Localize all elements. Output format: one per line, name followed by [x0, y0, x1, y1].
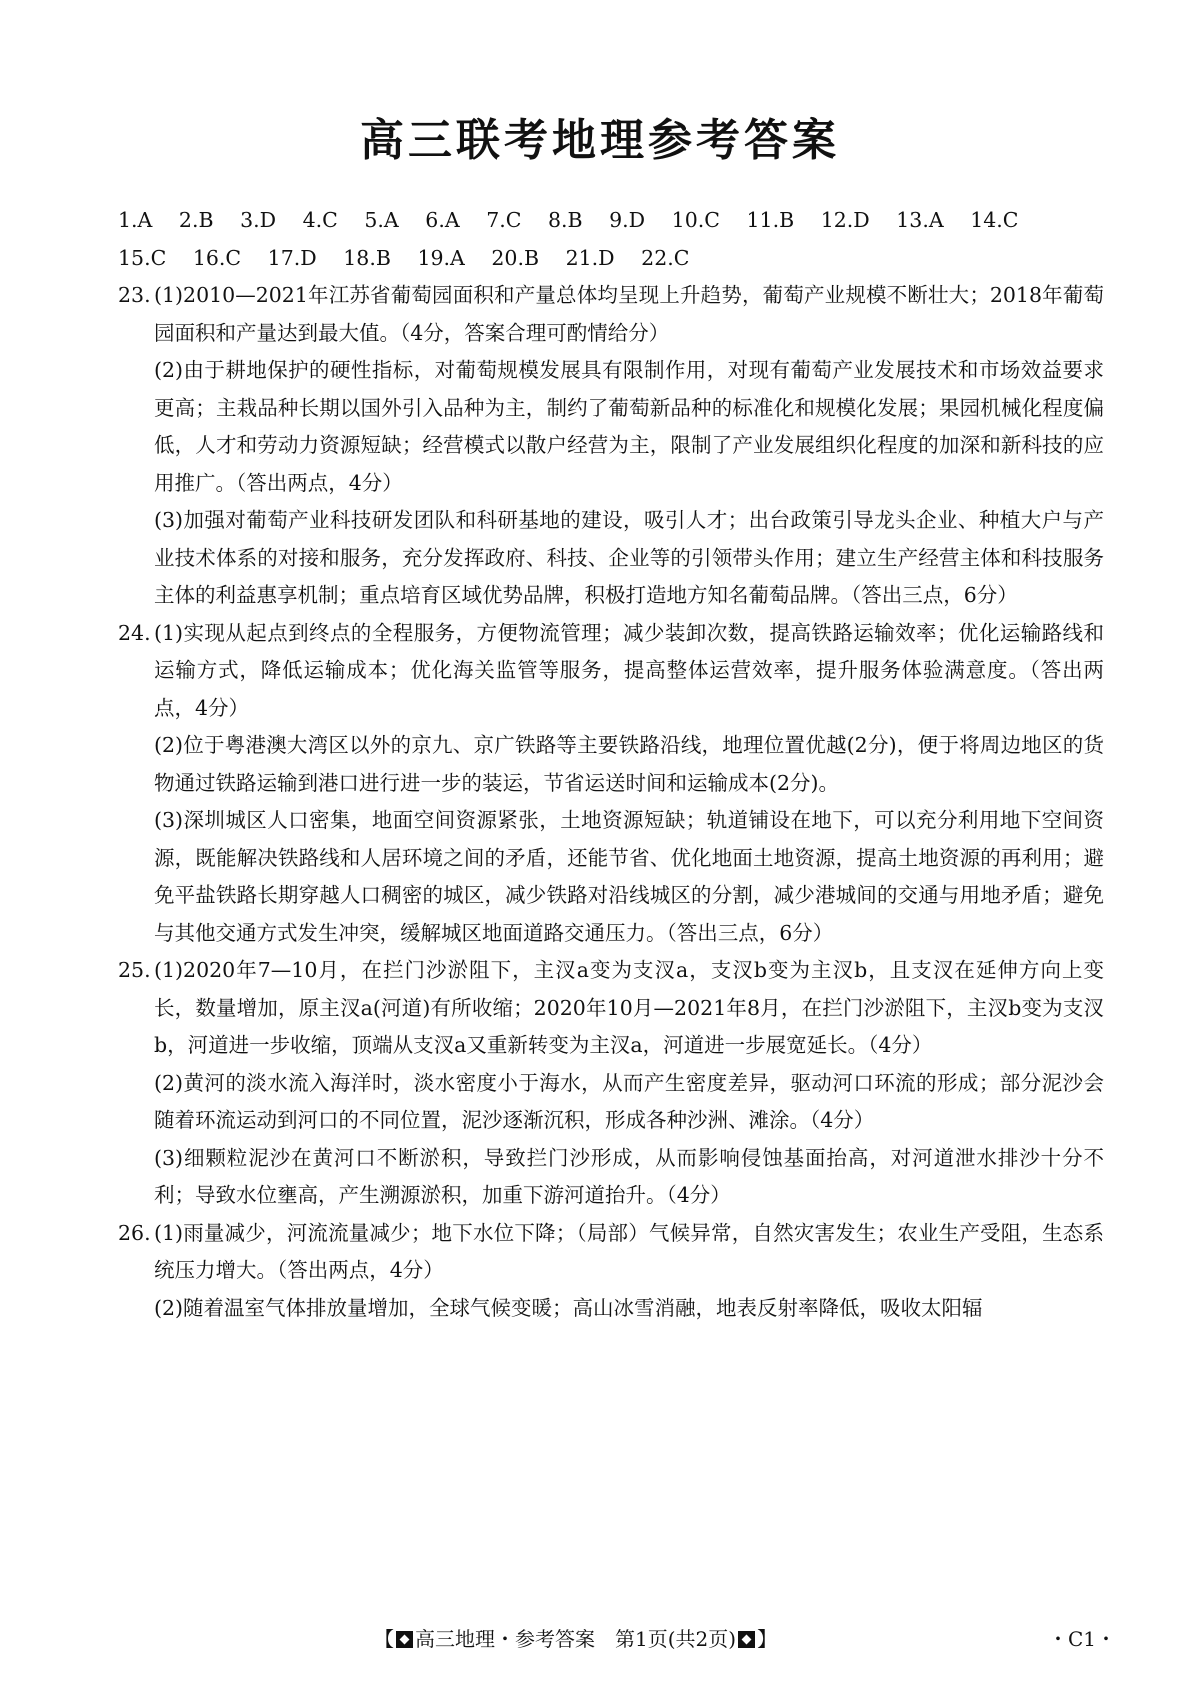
- question-number: 26.: [118, 1220, 151, 1245]
- question-number: 23.: [118, 283, 151, 307]
- mc-answer: 15.C: [118, 245, 167, 270]
- mc-answer: 19.A: [417, 245, 465, 270]
- question-24: [118, 615, 1104, 953]
- question-number: 24.: [118, 620, 151, 645]
- mc-answer: 20.B: [491, 245, 540, 270]
- mc-answer: 5.A: [364, 208, 399, 232]
- question-part: (3)细颗粒泥沙在黄河口不断淤积，导致拦门沙形成，从而影响侵蚀基面抬高，对河道泄水排沙十分不利；导致水位壅高，产生溯源淤积，加重下游河道抬升。（4分）: [154, 1145, 1104, 1207]
- question-part: (2)黄河的淡水流入海洋时，淡水密度小于海水，从而产生密度差异，驱动河口环流的形成；部分泥沙会随着环流运动到河口的不同位置，泥沙逐渐沉积，形成各种沙洲、滩涂。（4分）: [154, 1070, 1104, 1132]
- question-part: (1)实现从起点到终点的全程服务，方便物流管理；减少装卸次数，提高铁路运输效率；优化运输路线和运输方式，降低运输成本；优化海关监管等服务，提高整体运营效率，提升服务体验满意度。（答出两点，4分）: [154, 620, 1104, 720]
- mc-answer: 14.C: [970, 208, 1019, 232]
- page-code: ・C1・: [1048, 1627, 1117, 1651]
- diamond-icon: [396, 1631, 413, 1648]
- mc-answer: 13.A: [896, 208, 944, 232]
- question-number: 25.: [118, 958, 151, 982]
- mc-answers-row-2: [118, 240, 1104, 278]
- mc-answer: 10.C: [671, 208, 720, 232]
- answer-content: [118, 202, 1104, 1327]
- mc-answers-row-1: [118, 202, 1104, 240]
- mc-answer: 16.C: [192, 245, 242, 270]
- diamond-icon: [738, 1631, 755, 1648]
- question-part: (2)位于粤港澳大湾区以外的京九、京广铁路等主要铁路沿线，地理位置优越(2分)，便于将周边地区的货物通过铁路运输到港口进行进一步的装运，节省运送时间和运输成本(2分)。: [154, 733, 1104, 795]
- mc-answer: 21.D: [565, 245, 615, 270]
- question-26: [118, 1215, 1104, 1328]
- question-part: (2)随着温室气体排放量增加，全球气候变暖；高山冰雪消融，地表反射率降低，吸收太阳辐: [154, 1295, 983, 1320]
- question-part: (1)雨量减少，河流流量减少；地下水位下降；（局部）气候异常，自然灾害发生；农业生产受阻，生态系统压力增大。（答出两点，4分）: [154, 1220, 1104, 1282]
- question-part: (3)加强对葡萄产业科技研发团队和科研基地的建设，吸引人才；出台政策引导龙头企业、种植大户与产业技术体系的对接和服务，充分发挥政府、科技、企业等的引领带头作用；建立生产经营主体和科技服务主体的利益惠享机制；重点培育区域优势品牌，积极打造地方知名葡萄品牌。（答出三点，6分）: [154, 508, 1104, 607]
- footer-label: [374, 1623, 777, 1652]
- footer-left-bracket: 【: [374, 1627, 394, 1651]
- question-25: [118, 952, 1104, 1215]
- mc-answer: 18.B: [343, 245, 391, 270]
- page-title: 高三联考地理参考答案: [360, 115, 840, 166]
- mc-answer: 11.B: [746, 208, 795, 232]
- mc-answer: 22.C: [641, 245, 690, 270]
- question-part: (1)2020年7—10月，在拦门沙淤阻下，主汊a变为支汊a，支汊b变为主汊b，且支汊在延伸方向上变长，数量增加，原主汊a(河道)有所收缩；2020年10月—2021年8月，在拦门沙淤阻下，主汊b变为支汊b，河道进一步收缩，顶端从支汊a又重新转变为主汊a，河道进一步展宽延长。（4分）: [154, 958, 1104, 1057]
- question-part: (2)由于耕地保护的硬性指标，对葡萄规模发展具有限制作用，对现有葡萄产业发展技术和市场效益要求更高；主栽品种长期以国外引入品种为主，制约了葡萄新品种的标准化和规模化发展；果园机械化程度偏低，人才和劳动力资源短缺；经营模式以散户经营为主，限制了产业发展组织化程度的加深和新科技的应用推广。（答出两点，4分）: [154, 358, 1104, 495]
- footer-right-bracket: 】: [757, 1627, 778, 1651]
- question-23: [118, 277, 1104, 615]
- page-footer: [0, 1623, 1200, 1653]
- mc-answer: 3.D: [240, 208, 277, 232]
- mc-answer: 7.C: [486, 208, 522, 232]
- mc-answer: 6.A: [425, 208, 460, 232]
- mc-answer: 9.D: [609, 208, 646, 232]
- question-part: (3)深圳城区人口密集，地面空间资源紧张，土地资源短缺；轨道铺设在地下，可以充分利用地下空间资源，既能解决铁路线和人居环境之间的矛盾，还能节省、优化地面土地资源，提高土地资源的再利用；避免平盐铁路长期穿越人口稠密的城区，减少铁路对沿线城区的分割，减少港城间的交通与用地矛盾；避免与其他交通方式发生冲突，缓解城区地面道路交通压力。（答出三点，6分）: [154, 808, 1104, 945]
- mc-answer: 12.D: [820, 208, 870, 232]
- question-part: (1)2010—2021年江苏省葡萄园面积和产量总体均呈现上升趋势，葡萄产业规模不断壮大；2018年葡萄园面积和产量达到最大值。（4分，答案合理可酌情给分）: [154, 283, 1104, 345]
- mc-answer: 8.B: [547, 208, 583, 232]
- mc-answer: 17.D: [267, 245, 317, 270]
- mc-answer: 1.A: [118, 208, 153, 232]
- mc-answer: 2.B: [178, 208, 214, 232]
- footer-text: 高三地理・参考答案 第1页(共2页): [415, 1627, 737, 1651]
- mc-answer: 4.C: [302, 208, 338, 232]
